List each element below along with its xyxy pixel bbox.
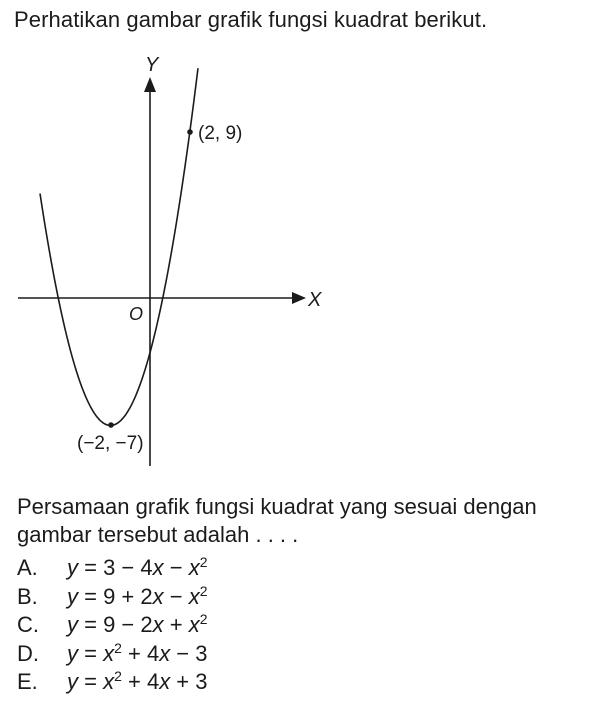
x-axis-arrow	[292, 292, 306, 304]
option-label: C.	[17, 612, 39, 638]
option-e[interactable]	[17, 668, 208, 697]
option-a[interactable]	[17, 554, 208, 583]
option-label: A.	[17, 555, 38, 580]
point-vertex-label: (−2, −7)	[77, 433, 144, 454]
page-title: Perhatikan gambar grafik fungsi kuadrat berikut.	[14, 7, 488, 32]
answer-options	[17, 554, 208, 697]
option-c[interactable]	[17, 611, 208, 640]
option-expression: $y = x^2 + 4x + 3$	[67, 668, 208, 695]
option-label: B.	[17, 583, 38, 609]
option-d[interactable]	[17, 640, 208, 669]
option-expression: $y = x^2 + 4x - 3$	[67, 639, 208, 666]
y-axis-arrow	[144, 77, 156, 92]
axis-x-label: X	[308, 289, 322, 311]
option-label: E.	[17, 669, 38, 695]
option-expression: $y = 9 + 2x - x^2$	[67, 582, 208, 609]
question-text: Persamaan grafik fungsi kuadrat yang sesuai dengan gambar tersebut adalah . . . .	[17, 494, 537, 547]
option-b[interactable]	[17, 583, 208, 612]
point-vertex	[108, 422, 114, 428]
parabola-curve	[40, 68, 198, 425]
point-top-label: (2, 9)	[198, 123, 243, 144]
option-expression: $y = 9 - 2x + x^2$	[67, 611, 208, 638]
option-label: D.	[17, 640, 39, 666]
point-top	[187, 129, 193, 135]
option-expression: $y = 3 - 4x - x^2$	[67, 554, 208, 580]
origin-label: O	[129, 304, 144, 324]
axis-y-label: Y	[145, 54, 159, 76]
